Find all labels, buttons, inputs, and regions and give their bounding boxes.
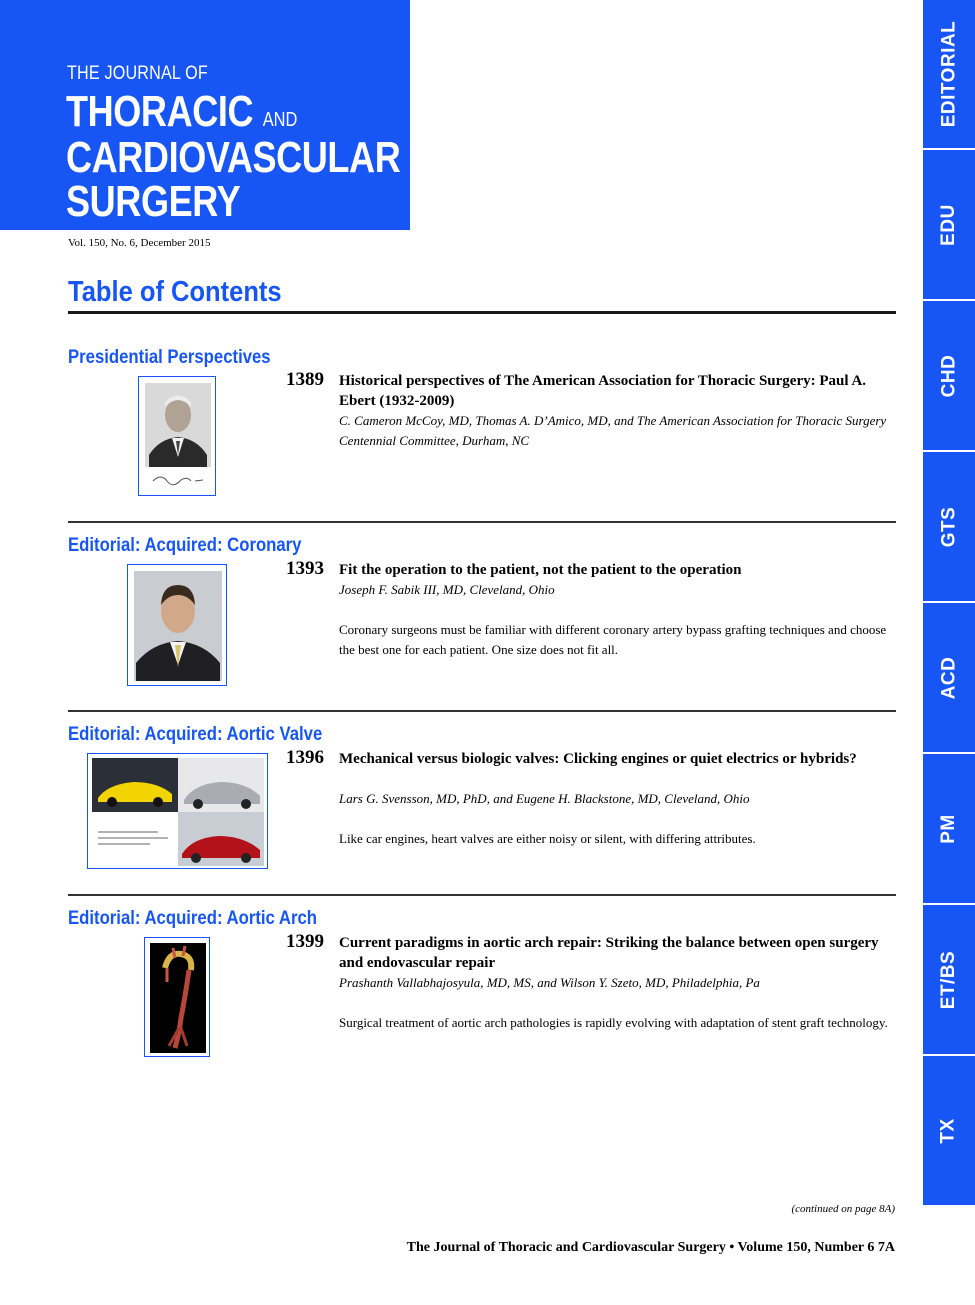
tab-label: TX (938, 1117, 959, 1144)
title-divider (68, 311, 896, 314)
masthead-line-1: THE JOURNAL OF (67, 63, 208, 84)
section-tab-bar (923, 0, 975, 1205)
section-heading[interactable]: Presidential Perspectives (68, 347, 271, 368)
page-footer: The Journal of Thoracic and Cardiovascular Surgery • Volume 150, Number 6 7A (406, 1240, 895, 1255)
page-title: Table of Contents (68, 276, 282, 308)
masthead-and: AND (262, 109, 298, 131)
masthead-line-4: SURGERY (66, 177, 241, 226)
section-heading[interactable]: Editorial: Acquired: Coronary (68, 535, 302, 556)
section-heading[interactable]: Editorial: Acquired: Aortic Valve (68, 724, 323, 745)
tab-et-bs[interactable] (923, 905, 975, 1056)
page-number: 1393 (286, 558, 324, 579)
tab-label: ACD (937, 656, 959, 699)
article-authors: Joseph F. Sabik III, MD, Cleveland, Ohio (339, 582, 555, 597)
tab-gts[interactable] (923, 452, 975, 603)
tab-tx[interactable] (923, 1056, 975, 1205)
tab-edu[interactable] (923, 150, 975, 301)
page-number: 1389 (286, 369, 324, 390)
issue-info: Vol. 150, No. 6, December 2015 (68, 237, 211, 249)
article-authors: Lars G. Svensson, MD, PhD, and Eugene H. Blackstone, MD, Cleveland, Ohio (339, 791, 750, 806)
page-number: 1396 (286, 747, 324, 768)
journal-masthead (0, 0, 410, 230)
article-authors: Prashanth Vallabhajosyula, MD, MS, and Wilson Y. Szeto, MD, Philadelphia, Pa (339, 975, 760, 990)
portrait-thumbnail[interactable] (138, 376, 216, 496)
article-title[interactable]: Historical perspectives of The American Association for Thoracic Surgery: Paul A. Ebert (1932-2009) (339, 373, 867, 409)
cars-thumbnail[interactable] (87, 753, 268, 869)
article-summary: Coronary surgeons must be familiar with different coronary artery bypass grafting techniques and choose the best one for each patient. One size does not fit all. (339, 622, 887, 657)
article-summary: Like car engines, heart valves are either noisy or silent, with differing attributes. (339, 831, 756, 846)
article-summary: Surgical treatment of aortic arch pathologies is rapidly evolving with adaptation of stent graft technology. (339, 1015, 888, 1030)
tab-editorial[interactable] (923, 0, 975, 150)
masthead-line-3: CARDIOVASCULAR (66, 133, 401, 182)
tab-pm[interactable] (923, 754, 975, 905)
section-heading[interactable]: Editorial: Acquired: Aortic Arch (68, 908, 317, 929)
tab-label: EDITORIAL (938, 20, 960, 128)
section-divider (68, 894, 896, 896)
article-title[interactable]: Current paradigms in aortic arch repair: Striking the balance between open surgery and endovascular repair (339, 935, 879, 971)
masthead-thoracic: THORACIC (66, 87, 254, 136)
tab-chd[interactable] (923, 301, 975, 452)
tab-acd[interactable] (923, 603, 975, 754)
tab-label: EDU (938, 203, 959, 246)
section-divider (68, 521, 896, 523)
article-authors: C. Cameron McCoy, MD, Thomas A. D’Amico, MD, and The American Association for Thoracic Surgery Centennial Committee, Durham, NC (339, 413, 887, 448)
page-number: 1399 (286, 931, 324, 952)
aorta-thumbnail[interactable] (144, 937, 210, 1057)
section-divider (68, 710, 896, 712)
tab-label: CHD (937, 354, 959, 397)
portrait-thumbnail[interactable] (127, 564, 227, 686)
article-title[interactable]: Mechanical versus biologic valves: Clicking engines or quiet electrics or hybrids? (339, 751, 857, 767)
tab-label: GTS (938, 506, 959, 547)
continued-note: (continued on page 8A) (791, 1203, 895, 1215)
tab-label: PM (938, 813, 959, 844)
article-title[interactable]: Fit the operation to the patient, not the patient to the operation (339, 562, 742, 578)
tab-label: ET/BS (938, 950, 960, 1009)
